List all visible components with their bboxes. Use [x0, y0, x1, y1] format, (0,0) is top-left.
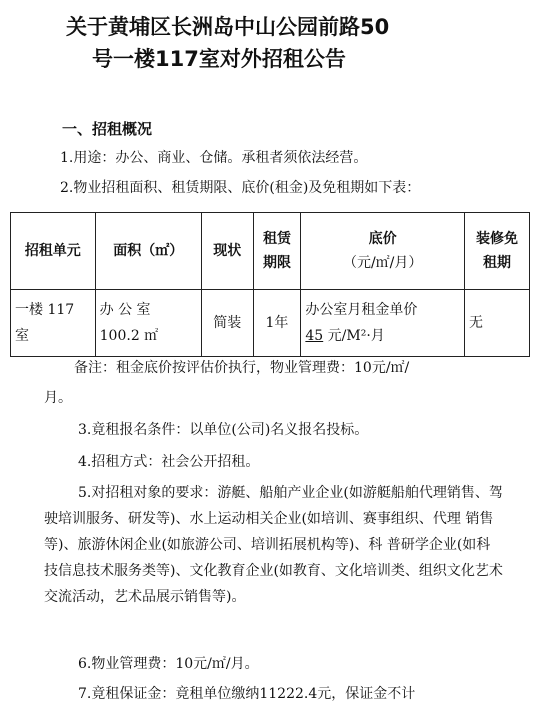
cell-price-line-1: 办公室月租金单价 — [305, 302, 418, 318]
header-unit: 招租单元 — [11, 213, 96, 290]
header-free-line-1: 装修免 — [475, 231, 518, 247]
item-6-fee: 6.物业管理费：10元/㎡/月。 — [78, 656, 259, 672]
item-1-usage: 1.用途：办公、商业、仓储。承租者须依法经营。 — [60, 150, 368, 166]
section-heading: 一、招租概况 — [62, 120, 153, 138]
header-price-line-2: （元/㎡/月） — [342, 255, 423, 271]
header-free-line-2: 租期 — [482, 255, 511, 271]
price-value: 45 — [305, 328, 324, 344]
cell-area-line-1: 办 公 室 — [99, 302, 151, 318]
header-term-line-1: 租赁 — [262, 231, 291, 247]
page-title-line-2: 号一楼117室对外招租公告 — [92, 47, 346, 71]
item-4-method: 4.招租方式：社会公开招租。 — [78, 454, 260, 470]
cell-price — [301, 290, 465, 357]
rental-table — [10, 212, 530, 357]
cell-area-line-2: 100.2 ㎡ — [99, 328, 159, 344]
cell-free: 无 — [464, 290, 529, 357]
cell-price-line-2 — [305, 323, 460, 349]
item-3-conditions: 3.竟租报名条件：以单位(公司)名义报名投标。 — [78, 422, 369, 438]
cell-term: 1年 — [253, 290, 301, 357]
table-row — [11, 290, 530, 357]
page-title-line-1: 关于黄埔区长洲岛中山公园前路50 — [66, 15, 390, 39]
header-area: 面积（㎡） — [95, 213, 201, 290]
header-free — [464, 213, 529, 290]
header-term-line-2: 期限 — [262, 255, 291, 271]
cell-unit-line-1: 一楼 117 — [15, 302, 75, 318]
header-price — [301, 213, 465, 290]
table-header-row — [11, 213, 530, 290]
item-7-deposit: 7.竟租保证金：竟租单位缴纳11222.4元，保证金不计 — [78, 686, 416, 702]
cell-status: 简装 — [201, 290, 253, 357]
price-unit: 元/M²·月 — [327, 328, 385, 344]
item-5-requirements: 5.对招租对象的要求：游艇、船舶产业企业(如游艇船舶代理销售、驾 驶培训服务、研发等)、水上运动相关企业(如培训、赛事组织、代理 销售等)、旅游休闲企业(如旅游公司、培训拓展机构等)、科 普研学企业(如科技信息技术服务类等)、文化教育企业(如教育、文化培训类、组织文化艺术交流活动，艺术品展示销售等)。 — [44, 485, 503, 605]
header-price-line-1: 底价 — [368, 231, 397, 247]
header-status: 现状 — [201, 213, 253, 290]
remark-line-2: 月。 — [44, 390, 72, 406]
header-term — [253, 213, 301, 290]
cell-area — [95, 290, 201, 357]
cell-unit — [11, 290, 96, 357]
cell-unit-line-2: 室 — [15, 328, 29, 344]
item-2-intro: 2.物业招租面积、租赁期限、底价(租金)及免租期如下表： — [60, 180, 421, 196]
remark-line-1: 备注：租金底价按评估价执行，物业管理费：10元/㎡/ — [74, 360, 410, 376]
